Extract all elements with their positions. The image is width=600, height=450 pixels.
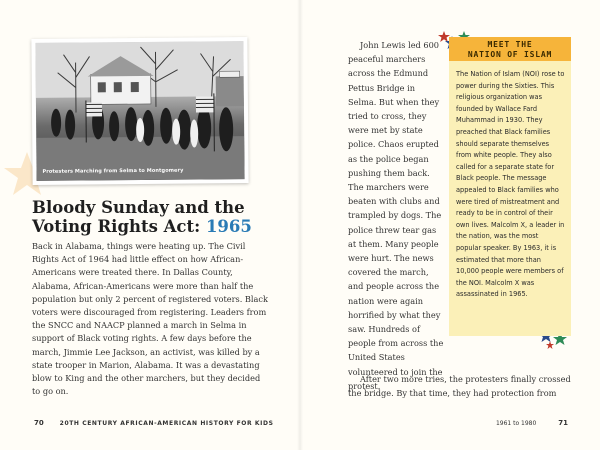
chapter-range: 1961 to 1980 bbox=[495, 420, 537, 427]
right-column-paragraph: John Lewis led 600 peaceful marchers across the Edmund Pettus Bridge in Selma. But when they tried to cross, they were met by state police. Chaos erupted as the police began pushing them back. The marchers were beaten with clubs and trampled by dogs. The police threw tear gas at them. Many people were hurt. The news covered the march, and people across the nation were again horrified by what they saw. Hundreds of people from across the United States volunteered to join the protest. bbox=[348, 40, 444, 391]
right-column-text bbox=[348, 38, 444, 393]
headline-year: 1965 bbox=[205, 217, 252, 236]
sidebar-box bbox=[449, 37, 571, 337]
sidebar-title-line2: NATION OF ISLAM bbox=[467, 49, 553, 59]
march-photo bbox=[31, 37, 248, 185]
march-photo-image bbox=[35, 41, 244, 181]
footer-right bbox=[496, 419, 568, 427]
page-gutter bbox=[297, 0, 303, 450]
left-page-number: 70 bbox=[34, 419, 44, 427]
photo-caption: Protesters Marching from Selma to Montgomery bbox=[42, 167, 184, 175]
footer-left bbox=[34, 419, 274, 427]
sidebar-title-line1: MEET THE bbox=[487, 40, 533, 49]
section-headline bbox=[32, 198, 277, 236]
left-body-text bbox=[32, 240, 270, 398]
left-paragraph: Back in Alabama, things were heating up. The Civil Rights Act of 1964 had little effect on how African-Americans were treated there. In Dallas County, Alabama, African-Americans were more than half the population but only 2 percent of registered voters. Black voters were discouraged from registering. Leaders from the SNCC and NAACP planned a march in Selma in support of Black voting rights. A few days before the march, Jimmie Lee Jackson, an activist, was killed by a state trooper in Marion, Alabama. It was a devastating blow to King and the other marchers, but they decided to go on. bbox=[32, 241, 268, 397]
march-scene-illustration bbox=[35, 41, 244, 181]
sidebar-body: The Nation of Islam (NOI) rose to power during the Sixties. This religious organization was founded by Wallace Fard Muhammad in 1930. They preached that Black families should separate themselves from white people. They also called for a separate state for Black people. The message appealed to Black families who were tired of mistreatment and ready to be in control of their own lives. Malcolm X, a leader in the nation, was the most popular speaker. By 1963, it is estimated that more than 10,000 people were members of the NOI. Malcolm X was assassinated in 1965. bbox=[449, 61, 571, 336]
right-full-text bbox=[348, 372, 580, 400]
book-title: 20TH CENTURY AFRICAN-AMERICAN HISTORY FOR KIDS bbox=[59, 420, 274, 427]
sidebar-header bbox=[449, 37, 571, 61]
right-page-number: 71 bbox=[558, 419, 568, 427]
headline-text: Bloody Sunday and the Voting Rights Act: bbox=[32, 198, 245, 236]
right-full-paragraph: After two more tries, the protesters finally crossed the bridge. By that time, they had protection from bbox=[348, 374, 571, 399]
